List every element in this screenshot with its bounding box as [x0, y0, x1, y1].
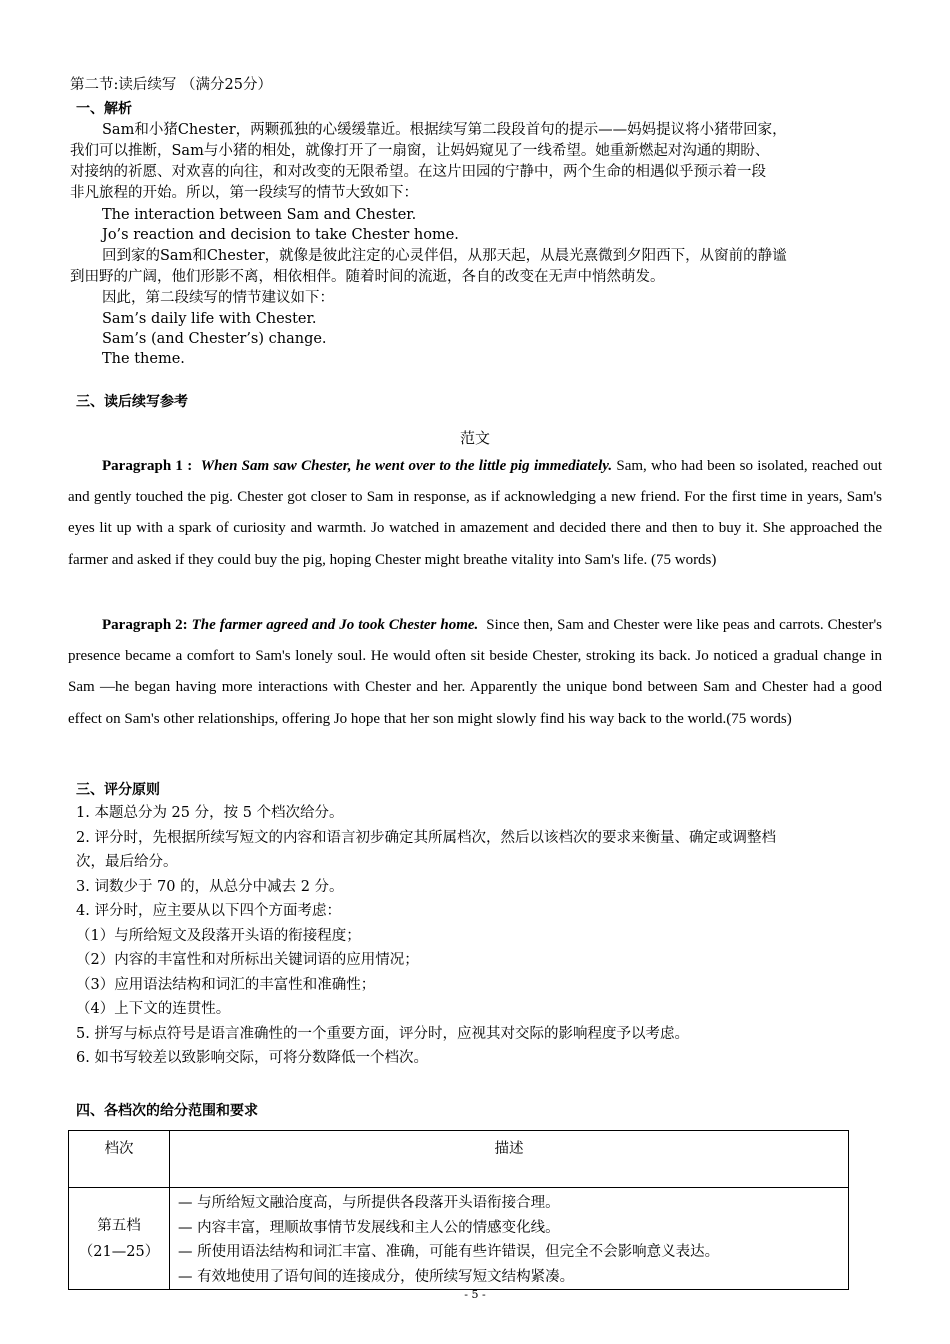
essay-paragraph-2: [68, 610, 882, 735]
scoring-rule: （3）应用语法结构和词汇的丰富性和准确性；: [76, 977, 376, 993]
given-first-sentence: The farmer agreed and Jo took Chester home.: [191, 617, 479, 633]
section-title: 第二节:读后续写 （满分25分）: [70, 77, 272, 93]
plot-item: Jo’s reaction and decision to take Chester home.: [102, 227, 459, 243]
analysis-line: 到田野的广阔，他们形影不离，相依相伴。随着时间的流逝，各自的改变在无声中悄然萌发。: [70, 269, 665, 285]
scoring-rule: （1）与所给短文及段落开头语的衔接程度；: [76, 928, 361, 944]
analysis-line: 因此，第二段续写的情节建议如下：: [102, 290, 334, 306]
analysis-line: Sam和小猪Chester，两颗孤独的心缓缓靠近。根据续写第二段段首句的提示——妈妈提议将小猪带回家，: [102, 122, 787, 138]
grade-level: 第五档: [97, 1217, 141, 1234]
scoring-rule: 4. 评分时，应主要从以下四个方面考虑：: [76, 903, 341, 919]
analysis-line: 回到家的Sam和Chester，就像是彼此注定的心灵伴侣，从那天起，从晨光熹微到夕阳西下，从窗前的静谧: [102, 248, 787, 264]
scoring-rule: （2）内容的丰富性和对所标出关键词语的应用情况；: [76, 952, 419, 968]
table-header-row: [69, 1131, 849, 1188]
analysis-line: 对接纳的祈愿、对欢喜的向往，和对改变的无限希望。在这片田园的宁静中，两个生命的相遇似乎预示着一段: [70, 164, 766, 180]
grade-criterion: — 有效地使用了语句间的连接成分，使所续写短文结构紧凑。: [178, 1268, 575, 1285]
scoring-rule: 5. 拼写与标点符号是语言准确性的一个重要方面，评分时，应视其对交际的影响程度予以考虑。: [76, 1026, 689, 1042]
grade-description-cell: [170, 1188, 849, 1290]
scoring-heading: 三、评分原则: [76, 782, 160, 798]
grade-level-cell: [69, 1188, 170, 1290]
plot-item: Sam’s (and Chester’s) change.: [102, 331, 327, 347]
analysis-heading: 一、解析: [76, 101, 132, 117]
plot-item: The interaction between Sam and Chester.: [102, 207, 417, 223]
essay-body: Sam, who had been so isolated, reached out and gently touched the pig. Chester got closer to Sam in response, as if acknowledging a new friend. For the first time in years, Sam's eyes lit up with a spark of curiosity and warmth. Jo watched in amazement and decided there and then to buy it. She approached the farmer and asked if they could buy the pig, hoping Chester might breathe vitality into Sam's life. (75 words): [68, 458, 882, 568]
plot-item: Sam’s daily life with Chester.: [102, 311, 317, 327]
grade-criterion: — 所使用语法结构和词汇丰富、准确，可能有些许错误，但完全不会影响意义表达。: [178, 1244, 720, 1260]
given-first-sentence: When Sam saw Chester, he went over to the little pig immediately.: [200, 458, 613, 474]
analysis-line: 非凡旅程的开始。所以，第一段续写的情节大致如下：: [70, 185, 418, 201]
paragraph-label: Paragraph 1 :: [102, 458, 193, 474]
analysis-line: 我们可以推断，Sam与小猪的相处，就像打开了一扇窗，让妈妈窥见了一线希望。她重新燃起对沟通的期盼、: [70, 143, 770, 159]
scoring-rule: 3. 词数少于 70 的，从总分中减去 2 分。: [76, 879, 344, 895]
grades-heading: 四、各档次的给分范围和要求: [76, 1103, 258, 1119]
essay-paragraph-1: [68, 451, 882, 576]
paragraph-label: Paragraph 2:: [102, 617, 188, 633]
grade-criterion: — 与所给短文融洽度高，与所提供各段落开头语衔接合理。: [178, 1195, 560, 1211]
column-header-level: 档次: [69, 1131, 170, 1188]
sample-essay-title: 范文: [459, 429, 490, 447]
scoring-rule: 次，最后给分。: [76, 854, 178, 870]
scoring-rule: 1. 本题总分为 25 分，按 5 个档次给分。: [76, 805, 344, 821]
scoring-rule: （4）上下文的连贯性。: [76, 1001, 231, 1017]
plot-item: The theme.: [102, 351, 185, 367]
column-header-description: 描述: [170, 1131, 849, 1188]
essay-body: Since then, Sam and Chester were like peas and carrots. Chester's presence became a comfort to Sam's lonely soul. He would often sit beside Chester, stroking its back. Jo noticed a gradual change in Sam —he began having more interactions with Chester and her. Apparently the unique bond between Sam and Chester had a good effect on Sam's other relationships, offering Jo hope that her son might slowly find his way back to the world.(75 words): [68, 617, 882, 727]
reference-heading: 三、读后续写参考: [76, 394, 188, 410]
grade-range: （21—25）: [78, 1243, 160, 1260]
scoring-rule: 2. 评分时，先根据所续写短文的内容和语言初步确定其所属档次，然后以该档次的要求来衡量、确定或调整档: [76, 830, 776, 846]
page-number: - 5 -: [464, 1288, 486, 1301]
grade-criterion: — 内容丰富，理顺故事情节发展线和主人公的情感变化线。: [178, 1219, 560, 1236]
grading-table: [68, 1130, 849, 1290]
scoring-rule: 6. 如书写较差以致影响交际，可将分数降低一个档次。: [76, 1050, 428, 1066]
table-row: [69, 1188, 849, 1290]
